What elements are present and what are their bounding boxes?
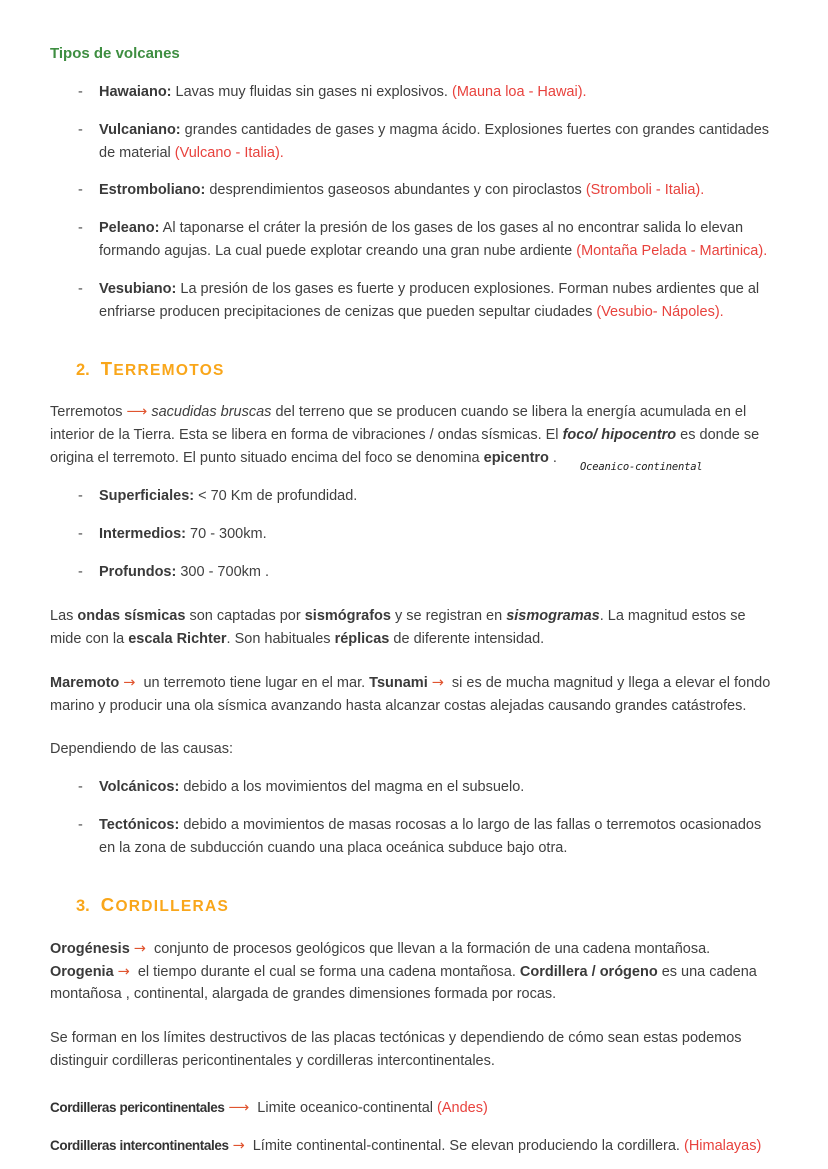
bullet-dash: - xyxy=(78,281,83,298)
heading-number: 2. xyxy=(76,360,90,379)
list-item xyxy=(50,217,776,263)
list-item xyxy=(50,278,776,324)
oceanic-continental-annotation: Oceanico-continental xyxy=(580,461,703,473)
heading-label: TERREMOTOS xyxy=(100,357,225,379)
bullet-text: Profundos: 300 - 700km . xyxy=(99,563,270,580)
bullet-dash: - xyxy=(78,563,83,580)
list-item xyxy=(50,81,776,104)
formation-paragraph: Se forman en los límites destructivos de las placas tectónicas y dependiendo de cómo sean estas podemos distinguir cordilleras pericontinentales y cordilleras intercontinentales. xyxy=(50,1030,742,1070)
list-item xyxy=(50,776,776,799)
depth-bullet-list xyxy=(50,485,776,584)
bullet-dash: - xyxy=(78,182,83,199)
bullet-dash: - xyxy=(78,488,83,505)
bullet-text: Superficiales: < 70 Km de profundidad. xyxy=(99,488,358,505)
volcano-bullet-list xyxy=(50,81,776,324)
heading-number: 3. xyxy=(76,897,90,916)
bullet-text: Estromboliano: desprendimientos gaseosos abundantes y con piroclastos (Stromboli - Italia). xyxy=(99,182,705,199)
bullet-text: Vulcaniano: grandes cantidades de gases y magma ácido. Explosiones fuertes con grandes cantidades de material (Vulcano - Italia). xyxy=(99,121,770,161)
bullet-dash: - xyxy=(78,779,83,796)
bullet-text: Volcánicos: debido a los movimientos del magma en el subsuelo. xyxy=(99,779,525,796)
cordillera-section-heading xyxy=(76,890,776,919)
bullet-dash: - xyxy=(78,83,83,100)
list-item xyxy=(50,561,776,584)
list-item xyxy=(50,523,776,546)
orogenesis-paragraph: Orogénesis → conjunto de procesos geológicos que llevan a la formación de una cadena montañosa. Orogenia → el tiempo durante el cual se forma una cadena montañosa. Cordillera / orógeno es una cadena montañosa , continental, alargada de grandes dimensiones formada por rocas. xyxy=(50,940,757,1003)
volcano-section-title: Tipos de volcanes xyxy=(50,45,180,62)
bullet-dash: - xyxy=(78,526,83,543)
list-item xyxy=(50,485,776,508)
cause-bullet-list xyxy=(50,776,776,860)
bullet-text: Tectónicos: debido a movimientos de masas rocosas a lo largo de las fallas o terremotos ocasionados en la zona de subducción cuando una placa oceánica subduce bajo otra. xyxy=(99,817,762,857)
causes-intro-paragraph: Dependiendo de las causas: xyxy=(50,741,233,758)
bullet-dash: - xyxy=(78,817,83,834)
bullet-text: Vesubiano: La presión de los gases es fuerte y producen explosiones. Forman nubes ardientes que al enfriarse producen precipitaciones de cenizas que pueden sepultar ciudades (Vesubio- Nápoles). xyxy=(99,281,760,321)
bullet-dash: - xyxy=(78,220,83,237)
intercontinental-line: Cordilleras intercontinentales → Límite continental-continental. Se elevan produciendo la cordillera. (Himalayas) xyxy=(50,1138,762,1155)
heading-label: CORDILLERAS xyxy=(100,894,230,916)
list-item xyxy=(50,814,776,860)
earthquake-section-heading xyxy=(76,354,776,383)
earthquake-intro-paragraph: Terremotos ⟶ sacudidas bruscas del terreno que se producen cuando se libera la energía acumulada en el interior de la Tierra. Esta se libera en forma de vibraciones / ondas sísmicas. El foco/ hipocentro es donde se origina el terremoto. El punto situado encima del foco se denomina epicentro . xyxy=(50,404,760,467)
list-item xyxy=(50,119,776,165)
seismic-waves-paragraph: Las ondas sísmicas son captadas por sismógrafos y se registran en sismogramas. La magnitud estos se mide con la escala Richter. Son habituales réplicas de diferente intensidad. xyxy=(50,607,746,647)
bullet-text: Peleano: Al taponarse el cráter la presión de los gases de los gases al no encontrar salida lo elevan formando agujas. La cual puede explotar creando una gran nube ardiente (Montaña Pelada - Martinica). xyxy=(99,220,768,260)
maremoto-tsunami-paragraph: Maremoto → un terremoto tiene lugar en el mar. Tsunami → si es de mucha magnitud y llega a elevar el fondo marino y producir una ola sísmica avanzando hasta alcanzar costas alejadas causando grandes catástrofes. xyxy=(50,674,771,714)
pericontinental-line: Cordilleras pericontinentales ⟶ Limite oceanico-continental (Andes) xyxy=(50,1100,488,1117)
bullet-text: Intermedios: 70 - 300km. xyxy=(99,526,267,543)
bullet-dash: - xyxy=(78,121,83,138)
list-item xyxy=(50,179,776,202)
bullet-text: Hawaiano: Lavas muy fluidas sin gases ni explosivos. (Mauna loa - Hawai). xyxy=(99,83,587,100)
